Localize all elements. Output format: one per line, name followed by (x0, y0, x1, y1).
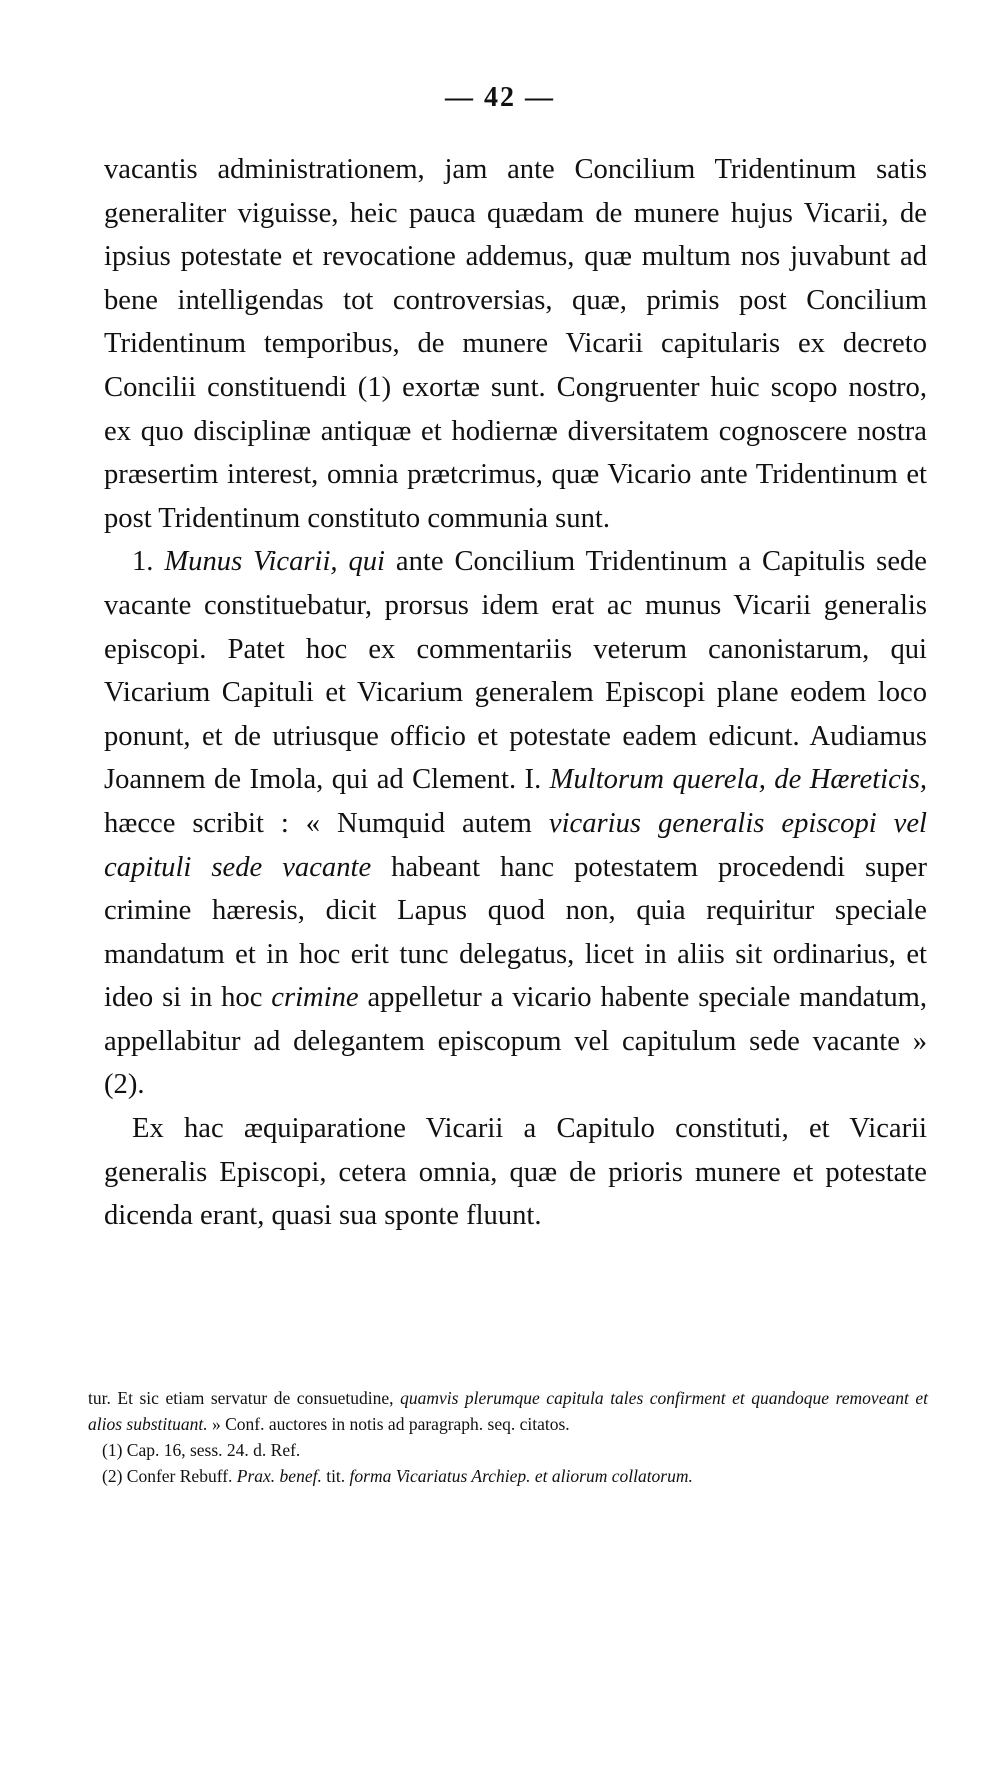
text-run: (1) Cap. 16, sess. 24. d. Ref. (102, 1440, 301, 1460)
italic-run: forma Vicariatus Archiep. et aliorum collatorum. (349, 1466, 693, 1486)
italic-run: quamvis plerumque capitula tales confirment et quandoque removeant et alios substituant. (88, 1388, 928, 1434)
text-run: tur. Et sic etiam servatur de consuetudine, (88, 1388, 401, 1408)
page-number: — 42 — (445, 82, 555, 113)
text-run: appelletur a vicario habente speciale mandatum, appellabitur ad delegantem episcopum vel capitulum sede vacante » (2). (104, 982, 928, 1101)
italic-run: crimine (271, 982, 359, 1014)
text-run: (2) Confer Rebuff. (102, 1466, 237, 1486)
paragraph-1 (104, 540, 927, 1107)
footnotes (88, 1385, 928, 1489)
text-run: ante Concilium Tridentinum a Capitulis sede vacante constituebatur, prorsus idem erat ac munus Vicarii generalis episcopi. Patet hoc ex commentariis veterum canonistarum, qui Vicarium Capituli et Vicarium generalem Episcopi plane eodem loco ponunt, et de utriusque officio et potestate eadem edicunt. Audiamus Joannem de Imola, qui ad Clement. I. (104, 546, 927, 796)
footnote-1 (88, 1437, 928, 1463)
text-run: tit. (321, 1466, 350, 1486)
italic-run: Multorum querela, de Hæreticis, (549, 764, 927, 796)
paragraph-conclusion (104, 1107, 927, 1238)
text-run: vacantis administrationem, jam ante Concilium Tridentinum satis generaliter viguisse, heic pauca quædam de munere hujus Vicarii, de ipsius potestate et revocatione addemus, quæ multum nos juvabunt ad bene intelligendas tot controversias, quæ, primis post Concilium Tridentinum temporibus, de munere Vicarii capitularis ex decreto Concilii constituendi (1) exortæ sunt. Congruenter huic scopo nostro, ex quo disciplinæ antiquæ et hodiernæ diversitatem cognoscere nostra præsertim interest, omnia prætcrimus, quæ Vicario ante Tridentinum et post Tridentinum constituto communia sunt. (104, 154, 927, 534)
text-run: Ex hac æquiparatione Vicarii a Capitulo constituti, et Vicarii generalis Episcopi, cetera omnia, quæ de prioris munere et potestate dicenda erant, quasi sua sponte fluunt. (104, 1113, 927, 1232)
footnote-continuation (88, 1385, 928, 1437)
italic-run: Prax. benef. (236, 1466, 322, 1486)
footnote-2 (88, 1463, 928, 1489)
italic-run: Munus Vicarii, qui (164, 546, 385, 578)
text-run: hæcce scribit : « Numquid autem (104, 807, 549, 839)
text-run: 1. (132, 546, 165, 578)
main-text (104, 148, 927, 1238)
paragraph-continuation (104, 148, 927, 540)
italic-run: vicarius generalis episcopi vel capituli sede vacante (104, 807, 927, 883)
text-run: habeant hanc potestatem procedendi super crimine hæresis, dicit Lapus quod non, quia requiritur speciale mandatum et in hoc erit tunc delegatus, licet in aliis sit ordinarius, et ideo si in hoc (104, 851, 927, 1014)
text-run: » Conf. auctores in notis ad paragraph. seq. citatos. (207, 1414, 570, 1434)
